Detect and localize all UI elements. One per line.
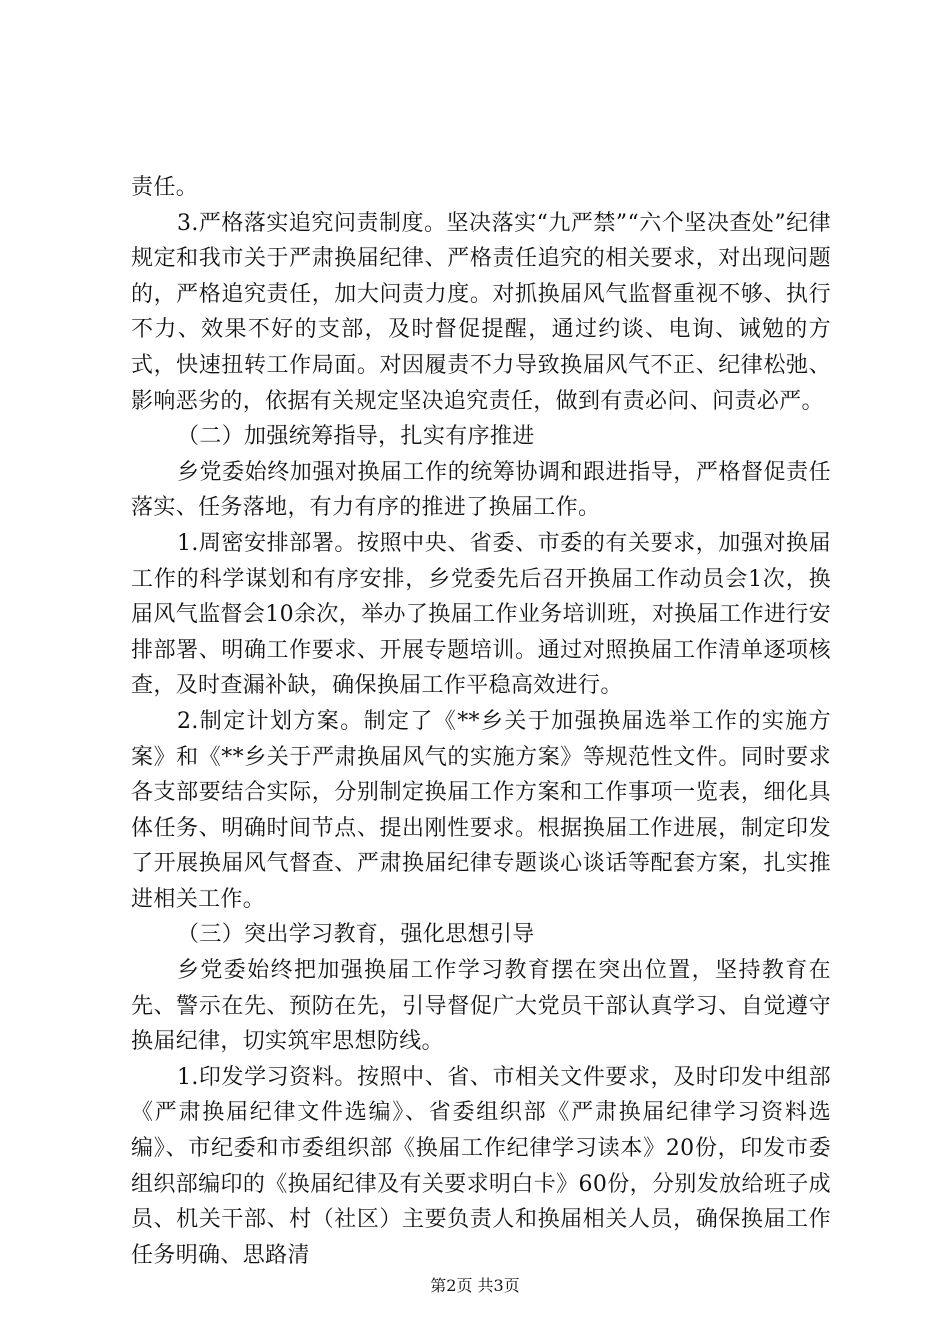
paragraph-education-intro: 乡党委始终把加强换届工作学习教育摆在突出位置，坚持教育在先、警示在先、预防在先，引导督促广大党员干部认真学习、自觉遵守换届纪律，切实筑牢思想防线。 — [131, 958, 831, 1055]
section-heading-3: （三）突出学习教育，强化思想引导 — [177, 922, 535, 948]
paragraph-continuation: 责任。 — [131, 175, 199, 200]
section-heading-2: （二）加强统筹指导，扎实有序推进 — [177, 424, 535, 450]
paragraph-coordination-intro: 乡党委始终加强对换届工作的统筹协调和跟进指导，严格督促责任落实、任务落地，有力有序的推进了换届工作。 — [131, 459, 831, 521]
paragraph-accountability: 3.严格落实追究问责制度。坚决落实“九严禁”“六个坚决查处”纪律规定和我市关于严肃换届纪律、严格责任追究的相关要求，对出现问题的，严格追究责任，加大问责力度。对抓换届风气监督重视不够、执行不力、效果不好的支部，及时督促提醒，通过约谈、电询、诫勉的方式，快速扭转工作局面。对因履责不力导致换届风气不正、纪律松弛、影响恶劣的，依据有关规定坚决追究责任，做到有责必问、问责必严。 — [131, 210, 831, 414]
paragraph-plan: 2.制定计划方案。制定了《**乡关于加强换届选举工作的实施方案》和《**乡关于严肃换届风气的实施方案》等规范性文件。同时要求各支部要结合实际，分别制定换届工作方案和工作事项一览表，细化具体任务、明确时间节点、提出刚性要求。根据换届工作进展，制定印发了开展换届风气督查、严肃换届纪律专题谈心谈话等配套方案，扎实推进相关工作。 — [131, 708, 831, 912]
paragraph-materials: 1.印发学习资料。按照中、省、市相关文件要求，及时印发中组部《严肃换届纪律文件选编》、省委组织部《严肃换届纪律学习资料选编》、市纪委和市委组织部《换届工作纪律学习读本》20份，印发市委组织部编印的《换届纪律及有关要求明白卡》60份，分别发放给班子成员、机关干部、村（社区）主要负责人和换届相关人员，确保换届工作任务明确、思路清 — [131, 1064, 831, 1268]
paragraph-deployment: 1.周密安排部署。按照中央、省委、市委的有关要求，加强对换届工作的科学谋划和有序安排，乡党委先后召开换届工作动员会1次，换届风气监督会10余次，举办了换届工作业务培训班，对换届工作进行安排部署、明确工作要求、开展专题培训。通过对照换届工作清单逐项核查，及时查漏补缺，确保换届工作平稳高效进行。 — [131, 530, 831, 699]
document-body — [131, 170, 831, 1273]
page-footer: 第2页 共3页 — [430, 1276, 520, 1295]
